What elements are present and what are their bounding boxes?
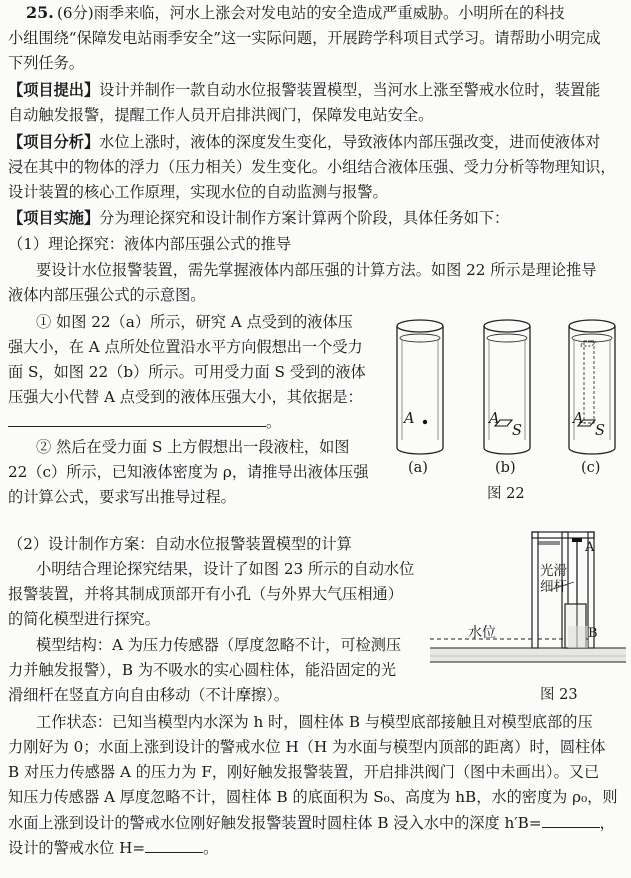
fig22-label-b: (b) xyxy=(495,460,516,476)
fig22-label-a: (a) xyxy=(408,460,428,476)
fig23-water-label: 水位 xyxy=(468,625,496,641)
proposal-line-2: 自动触发报警，提醒工作人员开启排洪阀门，保障发电站安全。 xyxy=(8,106,434,124)
step2-line-3: 的计算公式，要求写出推导过程。 xyxy=(8,488,236,506)
beaker-b xyxy=(484,320,530,454)
fig23-label-b: B xyxy=(588,626,598,641)
fig23-rod-label: 光滑 细杆 xyxy=(540,563,567,595)
proposal-line-1: 【项目提出】设计并制作一款自动水位报警装置模型，当河水上涨至警戒水位时，装置能 xyxy=(8,81,601,99)
part2-heading: （2）设计制作方案：自动水位报警装置模型的计算 xyxy=(8,535,352,553)
fig22-label-c: (c) xyxy=(581,460,601,476)
figure-22 xyxy=(390,316,630,466)
step2-line-2: 22（c）所示，已知液体密度为 ρ，请推导出液体压强 xyxy=(8,463,369,481)
analysis-line-1: 【项目分析】水位上涨时，液体的深度发生变化，导致液体内部压强改变，进而使液体对 xyxy=(8,133,601,151)
fig23-caption: 图 23 xyxy=(540,687,578,703)
question-number: 25. xyxy=(26,3,54,22)
step1-answer-blank[interactable] xyxy=(8,410,266,427)
pressure-sensor-a xyxy=(572,538,582,542)
intro-line-2: 小组围绕“保障发电站雨季安全”这一实际问题，开展跨学科项目式学习。请帮助小明完成 xyxy=(8,29,601,47)
intro-line-1: (6分)雨季来临，河水上涨会对发电站的安全造成严重威胁。小明所在的科技 xyxy=(57,4,565,22)
part2-line-6: 滑细杆在竖直方向自由移动（不计摩擦）。 xyxy=(8,686,289,704)
work-line-1: 工作状态：已知当模型内水深为 h 时，圆柱体 B 与模型底部接触且对模型底部的压 xyxy=(36,713,593,731)
fig23-label-a: A xyxy=(585,540,595,555)
part2-line-1: 小明结合理论探究结果，设计了如图 23 所示的自动水位 xyxy=(36,560,415,578)
analysis-line-2: 浸在其中的物体的浮力（压力相关）发生变化。小组结合液体压强、受力分析等物理知识， xyxy=(8,158,616,176)
step1-answer[interactable]: 。 xyxy=(8,410,281,433)
part2-line-2: 报警装置，并将其制成顶部开有小孔（与外界大气压相通） xyxy=(8,585,403,603)
beaker-c xyxy=(569,320,615,454)
implementation-line: 【项目实施】分为理论探究和设计制作方案计算两个阶段，具体任务如下： xyxy=(8,209,510,227)
figure-23 xyxy=(430,530,626,680)
part1-line-2: 液体内部压强公式的示意图。 xyxy=(8,286,206,304)
intro-line-3: 下列任务。 xyxy=(8,54,84,72)
part2-line-3: 的简化模型进行探究。 xyxy=(8,610,160,628)
work-line-3: B 对压力传感器 A 的压力为 F，刚好触发报警装置，开启排洪阀门（图中未画出）。又已 xyxy=(8,763,600,781)
step1-line-1: ① 如图 22（a）所示，研究 A 点受到的液体压 xyxy=(36,313,353,331)
part1-heading: （1）理论探究：液体内部压强公式的推导 xyxy=(8,235,292,253)
work-line-4: 知压力传感器 A 厚度忽略不计，圆柱体 B 的底面积为 S₀、高度为 hB，水的密度为 ρ₀，则 xyxy=(8,788,618,806)
fig22-surface-b: S xyxy=(512,423,522,439)
part2-line-5: 力并触发报警），B 为不吸水的实心圆柱体，能沿固定的光 xyxy=(8,661,397,679)
work-line-5[interactable]: 水面上涨到设计的警戒水位刚好触发报警装置时圆柱体 B 浸入水中的深度 h′B= ， xyxy=(8,811,615,834)
beaker-a xyxy=(397,320,443,454)
hb-answer-blank[interactable] xyxy=(542,811,600,828)
analysis-line-3: 设计装置的核心工作原理，实现水位的自动监测与报警。 xyxy=(8,183,388,201)
fig22-point-a: A xyxy=(404,411,415,427)
part2-line-4: 模型结构：A 为压力传感器（厚度忽略不计，可检测压 xyxy=(36,636,402,654)
step1-line-3: 面 S，如图 22（b）所示。可用受力面 S 受到的液体 xyxy=(8,363,366,381)
step1-line-4: 压强大小代替 A 点受到的液体压强大小，其依据是： xyxy=(8,388,363,406)
fig22-caption: 图 22 xyxy=(487,486,525,502)
work-line-2: 力刚好为 0；水面上涨到设计的警戒水位 H（H 为水面与模型内顶部的距离）时，圆柱体 xyxy=(8,738,606,756)
h-answer-blank[interactable] xyxy=(145,836,203,853)
part1-line-1: 要设计水位报警装置，需先掌握液体内部压强的计算方法。如图 22 所示是理论推导 xyxy=(36,261,597,279)
fig22-point-a-b: A xyxy=(489,411,500,427)
fig22-surface-c: S xyxy=(595,423,605,439)
liquid-column xyxy=(584,341,594,423)
fig22-point-a-c: A xyxy=(573,411,584,427)
point-a-dot xyxy=(423,420,427,424)
step2-line-1: ② 然后在受力面 S 上方假想出一段液柱，如图 xyxy=(36,438,350,456)
step1-line-2: 强大小，在 A 点所处位置沿水平方向假想出一个受力 xyxy=(8,338,363,356)
work-line-6[interactable]: 设计的警戒水位 H= 。 xyxy=(8,836,218,859)
